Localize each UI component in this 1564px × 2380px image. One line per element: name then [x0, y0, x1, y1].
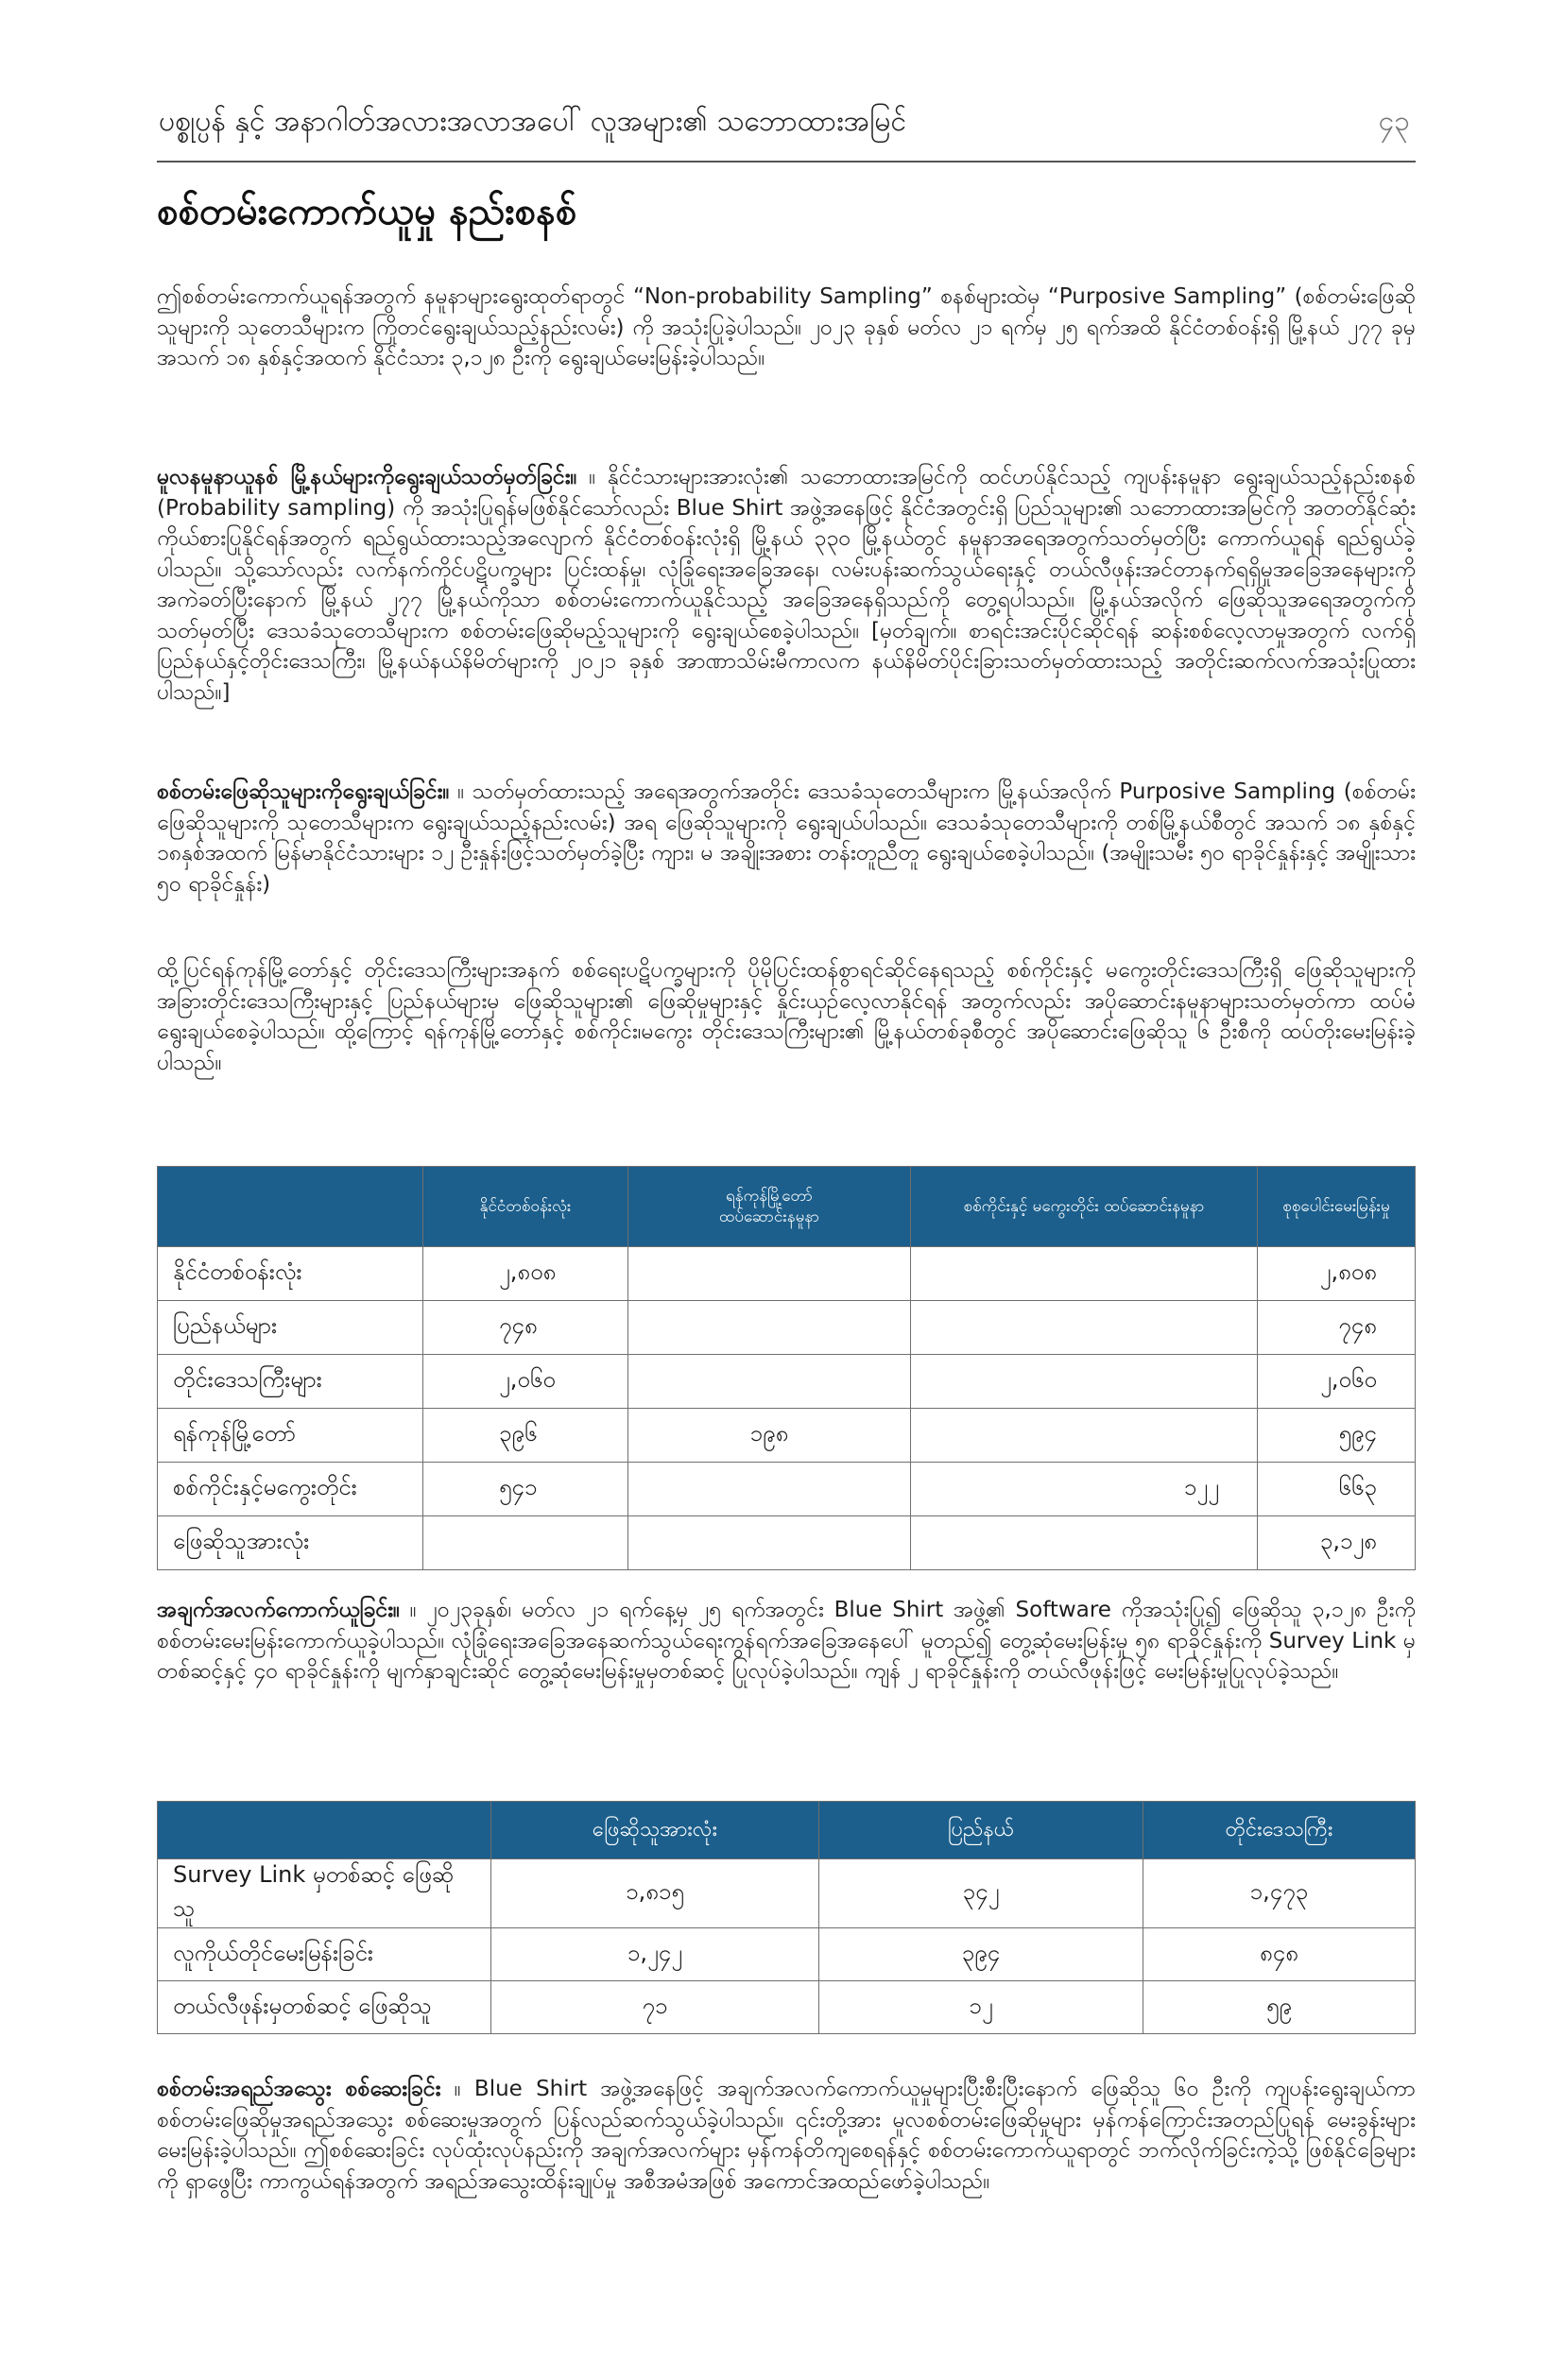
table-row	[158, 1859, 1416, 1928]
table-row	[158, 1409, 1416, 1463]
paragraph-oversample: ထို့ပြင်ရန်ကုန်မြို့တော်နှင့် တိုင်းဒေသကြီးများအနက် စစ်ရေးပဋိပက္ခများကို ပိုမိုပြင်းထန်စွာရင်ဆိုင်နေရသည့် စစ်ကိုင်းနှင့် မကွေးတိုင်းဒေသကြီးရှိ ဖြေဆိုသူများကို အခြားတိုင်းဒေသကြီးများနှင့် ပြည်နယ်များမှ ဖြေဆိုသူများ၏ ဖြေဆိုမှုများနှင့် နှိုင်းယှဉ်လေ့လာနိုင်ရန် အတွက်လည်း အပိုဆောင်းနမူနာများသတ်မှတ်ကာ ထပ်မံရွေးချယ်စေခဲ့ပါသည်။ ထို့ကြောင့် ရန်ကုန်မြို့တော်နှင့် စစ်ကိုင်း၊မကွေး တိုင်းဒေသကြီးများ၏ မြို့နယ်တစ်ခုစီတွင် အပိုဆောင်းဖြေဆိုသူ ၆ ဦးစီကို ထပ်တိုးမေးမြန်းခဲ့ပါသည်။	[157, 958, 1416, 1075]
cell-yangon-extra	[628, 1516, 911, 1570]
paragraph-intro: ဤစစ်တမ်းကောက်ယူရန်အတွက် နမူနာများရွေးထုတ်ရာတွင် “Non-probability Sampling” စနစ်များထဲမှ “Purposive Sampling” (စစ်တမ်းဖြေဆိုသူများကို သုတေသီများက ကြိုတင်ရွေးချယ်သည့်နည်းလမ်း) ကို အသုံးပြုခဲ့ပါသည်။ ၂၀၂၃ ခုနှစ် မတ်လ ၂၁ ရက်မှ ၂၅ ရက်အထိ နိုင်ငံတစ်ဝန်းရှိ မြို့နယ် ၂၇၇ ခုမှ အသက် ၁၈ နှစ်နှင့်အထက် နိုင်ငံသား ၃,၁၂၈ ဦးကို ရွေးချယ်မေးမြန်းခဲ့ပါသည်။	[157, 284, 1416, 370]
paragraph-lead: စစ်တမ်းဖြေဆိုသူများကိုရွေးချယ်ခြင်း။	[157, 779, 450, 804]
table-row	[158, 1981, 1416, 2034]
sample-size-table	[157, 1166, 1416, 1570]
table-header-cell: စစ်ကိုင်းနှင့် မကွေးတိုင်း ထပ်ဆောင်းနမူနာ	[911, 1167, 1258, 1247]
table-header-cell: ပြည်နယ်	[819, 1802, 1143, 1859]
table-header-cell: ဖြေဆိုသူအားလုံး	[491, 1802, 819, 1859]
cell-region: ၅၉	[1143, 1981, 1416, 2034]
table-header-row	[158, 1802, 1416, 1859]
cell-all: ၇၁	[491, 1981, 819, 2034]
cell-national: ၃၉၆	[423, 1409, 628, 1463]
paragraph-body: ။ Blue Shirt အဖွဲ့အနေဖြင့် အချက်အလက်ကောက်ယူမှုများပြီးစီးပြီးနောက် ဖြေဆိုသူ ၆၀ ဦးကို ကျပန်းရွေးချယ်ကာ စစ်တမ်းဖြေဆိုမှုအရည်အသွေး စစ်ဆေးမှုအတွက် ပြန်လည်ဆက်သွယ်ခဲ့ပါသည်။ ၎င်းတို့အား မူလစစ်တမ်းဖြေဆိုမှုများ မှန်ကန်ကြောင်းအတည်ပြုရန် မေးခွန်းများ မေးမြန်းခဲ့ပါသည်။ ဤစစ်ဆေးခြင်း လုပ်ထုံးလုပ်နည်းကို အချက်အလက်များ မှန်ကန်တိကျစေရန်နှင့် စစ်တမ်းကောက်ယူရာတွင် ဘက်လိုက်ခြင်းကဲ့သို့ ဖြစ်နိုင်ခြေများကို ရှာဖွေပြီး ကာကွယ်ရန်အတွက် အရည်အသွေးထိန်းချုပ်မှု အစီအမံအဖြစ် အကောင်အထည်ဖော်ခဲ့ပါသည်။	[157, 2077, 1416, 2194]
cell-sagaing-magway-extra	[911, 1516, 1258, 1570]
row-label: တယ်လီဖုန်းမှတစ်ဆင့် ဖြေဆိုသူ	[158, 1981, 491, 2034]
cell-sagaing-magway-extra	[911, 1247, 1258, 1301]
cell-yangon-extra: ၁၉၈	[628, 1409, 911, 1463]
cell-sagaing-magway-extra	[911, 1355, 1258, 1409]
paragraph-lead: အချက်အလက်ကောက်ယူခြင်း။	[157, 1598, 401, 1622]
paragraph-lead: စစ်တမ်းအရည်အသွေး စစ်ဆေးခြင်း	[157, 2077, 441, 2101]
row-label: ပြည်နယ်များ	[158, 1301, 423, 1355]
cell-yangon-extra	[628, 1463, 911, 1516]
page-number: ၄၃	[1378, 105, 1410, 138]
paragraph-sampling-units	[157, 462, 1416, 708]
row-label: စစ်ကိုင်းနှင့်မကွေးတိုင်း	[158, 1463, 423, 1516]
cell-region: ၈၄၈	[1143, 1928, 1416, 1981]
cell-state: ၁၂	[819, 1981, 1143, 2034]
cell-total: ၇၄၈	[1258, 1301, 1416, 1355]
row-label: နိုင်ငံတစ်ဝန်းလုံး	[158, 1247, 423, 1301]
table-row	[158, 1928, 1416, 1981]
table-row	[158, 1516, 1416, 1570]
cell-state: ၃၉၄	[819, 1928, 1143, 1981]
cell-total: ၂,၈၀၈	[1258, 1247, 1416, 1301]
collection-method-table	[157, 1801, 1416, 2034]
cell-total: ၃,၁၂၈	[1258, 1516, 1416, 1570]
paragraph-lead: မူလနမူနာယူနစ် မြို့နယ်များကိုရွေးချယ်သတ်မှတ်ခြင်း။	[157, 465, 577, 489]
table-row	[158, 1463, 1416, 1516]
table-header-cell: စုစုပေါင်းမေးမြန်းမှု	[1258, 1167, 1416, 1247]
cell-region: ၁,၄၇၃	[1143, 1859, 1416, 1928]
table-row	[158, 1301, 1416, 1355]
table-row	[158, 1355, 1416, 1409]
row-label: Survey Link မှတစ်ဆင့် ဖြေဆိုသူ	[158, 1859, 491, 1928]
paragraph-body: ။ ၂၀၂၃ခုနှစ်၊ မတ်လ ၂၁ ရက်နေ့မှ ၂၅ ရက်အတွင်း Blue Shirt အဖွဲ့၏ Software ကိုအသုံးပြု၍ ဖြေဆိုသူ ၃,၁၂၈ ဦးကို စစ်တမ်းမေးမြန်းကောက်ယူခဲ့ပါသည်။ လုံခြုံရေးအခြေအနေဆက်သွယ်ရေးကွန်ရက်အခြေအနေပေါ် မူတည်၍ တွေ့ဆုံမေးမြန်းမှု ၅၈ ရာခိုင်နှုန်းကို Survey Link မှတစ်ဆင့်နှင့် ၄၀ ရာခိုင်နှုန်းကို မျက်နှာချင်းဆိုင် တွေ့ဆုံမေးမြန်းမှုမှတစ်ဆင့် ပြုလုပ်ခဲ့ပါသည်။ ကျန် ၂ ရာခိုင်နှုန်းကို တယ်လီဖုန်းဖြင့် မေးမြန်းမှုပြုလုပ်ခဲ့သည်။	[157, 1598, 1416, 1684]
cell-national: ၇၄၈	[423, 1301, 628, 1355]
row-label: ဖြေဆိုသူအားလုံး	[158, 1516, 423, 1570]
cell-all: ၁,၂၄၂	[491, 1928, 819, 1981]
cell-national: ၅၄၁	[423, 1463, 628, 1516]
cell-total: ၆၆၃	[1258, 1463, 1416, 1516]
cell-sagaing-magway-extra: ၁၂၂	[911, 1463, 1258, 1516]
paragraph-body: ။ နိုင်ငံသားများအားလုံး၏ သဘောထားအမြင်ကို ထင်ဟပ်နိုင်သည့် ကျပန်းနမူနာ ရွေးချယ်သည့်နည်းစနစ် (Probability sampling) ကို အသုံးပြုရန်မဖြစ်နိုင်သော်လည်း Blue Shirt အဖွဲ့အနေဖြင့် နိုင်ငံအတွင်းရှိ ပြည်သူများ၏ သဘောထားအမြင်ကို အတတ်နိုင်ဆုံးကိုယ်စားပြုနိုင်ရန်အတွက် ရည်ရွယ်ထားသည့်အလျောက် နိုင်ငံတစ်ဝန်းလုံးရှိ မြို့နယ် ၃၃၀ မြို့နယ်တွင် နမူနာအရေအတွက်သတ်မှတ်ပြီး ကောက်ယူရန် ရည်ရွယ်ခဲ့ပါသည်။ သို့သော်လည်း လက်နက်ကိုင်ပဋိပက္ခများ ပြင်းထန်မှု၊ လုံခြုံရေးအခြေအနေ၊ လမ်းပန်းဆက်သွယ်ရေးနှင့် တယ်လီဖုန်းအင်တာနက်ရရှိမှုအခြေအနေများကို အကဲခတ်ပြီးနောက် မြို့နယ် ၂၇၇ မြို့နယ်ကိုသာ စစ်တမ်းကောက်ယူနိုင်သည့် အခြေအနေရှိသည်ကို တွေ့ရပါသည်။ မြို့နယ်အလိုက် ဖြေဆိုသူအရေအတွက်ကိုသတ်မှတ်ပြီး ဒေသခံသုတေသီများက စစ်တမ်းဖြေဆိုမည့်သူများကို ရွေးချယ်စေခဲ့ပါသည်။ [မှတ်ချက်။ စာရင်းအင်းပိုင်ဆိုင်ရန် ဆန်းစစ်လေ့လာမှုအတွက် လက်ရှိ ပြည်နယ်နှင့်တိုင်းဒေသကြီး၊ မြို့နယ်နယ်နိမိတ်များကို ၂၀၂၁ ခုနှစ် အာဏာသိမ်းမီကာလက နယ်နိမိတ်ပိုင်းခြားသတ်မှတ်ထားသည့် အတိုင်းဆက်လက်အသုံးပြုထားပါသည်။]	[157, 465, 1416, 705]
section-title: စစ်တမ်းကောက်ယူမှု နည်းစနစ်	[157, 190, 577, 233]
cell-national: ၂,၈၀၈	[423, 1247, 628, 1301]
table-header-cell: နိုင်ငံတစ်ဝန်းလုံး	[423, 1167, 628, 1247]
cell-yangon-extra	[628, 1301, 911, 1355]
cell-national	[423, 1516, 628, 1570]
cell-total: ၅၉၄	[1258, 1409, 1416, 1463]
paragraph-quality-check	[157, 2074, 1416, 2197]
table-header-cell: တိုင်းဒေသကြီး	[1143, 1802, 1416, 1859]
table-header-corner	[158, 1167, 423, 1247]
paragraph-body: ။ သတ်မှတ်ထားသည့် အရေအတွက်အတိုင်း ဒေသခံသုတေသီများက မြို့နယ်အလိုက် Purposive Sampling (စစ်တမ်းဖြေဆိုသူများကို သုတေသီများက ရွေးချယ်သည့်နည်းလမ်း) အရ ဖြေဆိုသူများကို ရွေးချယ်ပါသည်။ ဒေသခံသုတေသီများကို တစ်မြို့နယ်စီတွင် အသက် ၁၈ နှစ်နှင့် ၁၈နှစ်အထက် မြန်မာနိုင်ငံသားများ ၁၂ ဦးနှုန်းဖြင့်သတ်မှတ်ခဲ့ပြီး ကျား၊ မ အချိုးအစား တန်းတူညီတူ ရွေးချယ်စေခဲ့ပါသည်။ (အမျိုးသမီး ၅၀ ရာခိုင်နှုန်းနှင့် အမျိုးသား ၅၀ ရာခိုင်နှုန်း)	[157, 779, 1416, 897]
cell-total: ၂,၀၆၀	[1258, 1355, 1416, 1409]
cell-yangon-extra	[628, 1247, 911, 1301]
cell-state: ၃၄၂	[819, 1859, 1143, 1928]
running-header-title: ပစ္စုပ္ပန် နှင့် အနာဂါတ်အလားအလာအပေါ် လူအများ၏ သဘောထားအမြင်	[159, 105, 907, 138]
table-header-cell: ရန်ကုန်မြို့တော် ထပ်ဆောင်းနမူနာ	[628, 1167, 911, 1247]
cell-sagaing-magway-extra	[911, 1301, 1258, 1355]
page-header	[157, 94, 1416, 163]
table-header-row	[158, 1167, 1416, 1247]
row-label: ရန်ကုန်မြို့တော်	[158, 1409, 423, 1463]
table-row	[158, 1247, 1416, 1301]
cell-all: ၁,၈၁၅	[491, 1859, 819, 1928]
paragraph-data-collection	[157, 1595, 1416, 1687]
cell-national: ၂,၀၆၀	[423, 1355, 628, 1409]
paragraph-respondent-selection	[157, 777, 1416, 899]
cell-sagaing-magway-extra	[911, 1409, 1258, 1463]
row-label: လူကိုယ်တိုင်မေးမြန်းခြင်း	[158, 1928, 491, 1981]
table-header-corner	[158, 1802, 491, 1859]
cell-yangon-extra	[628, 1355, 911, 1409]
row-label: တိုင်းဒေသကြီးများ	[158, 1355, 423, 1409]
